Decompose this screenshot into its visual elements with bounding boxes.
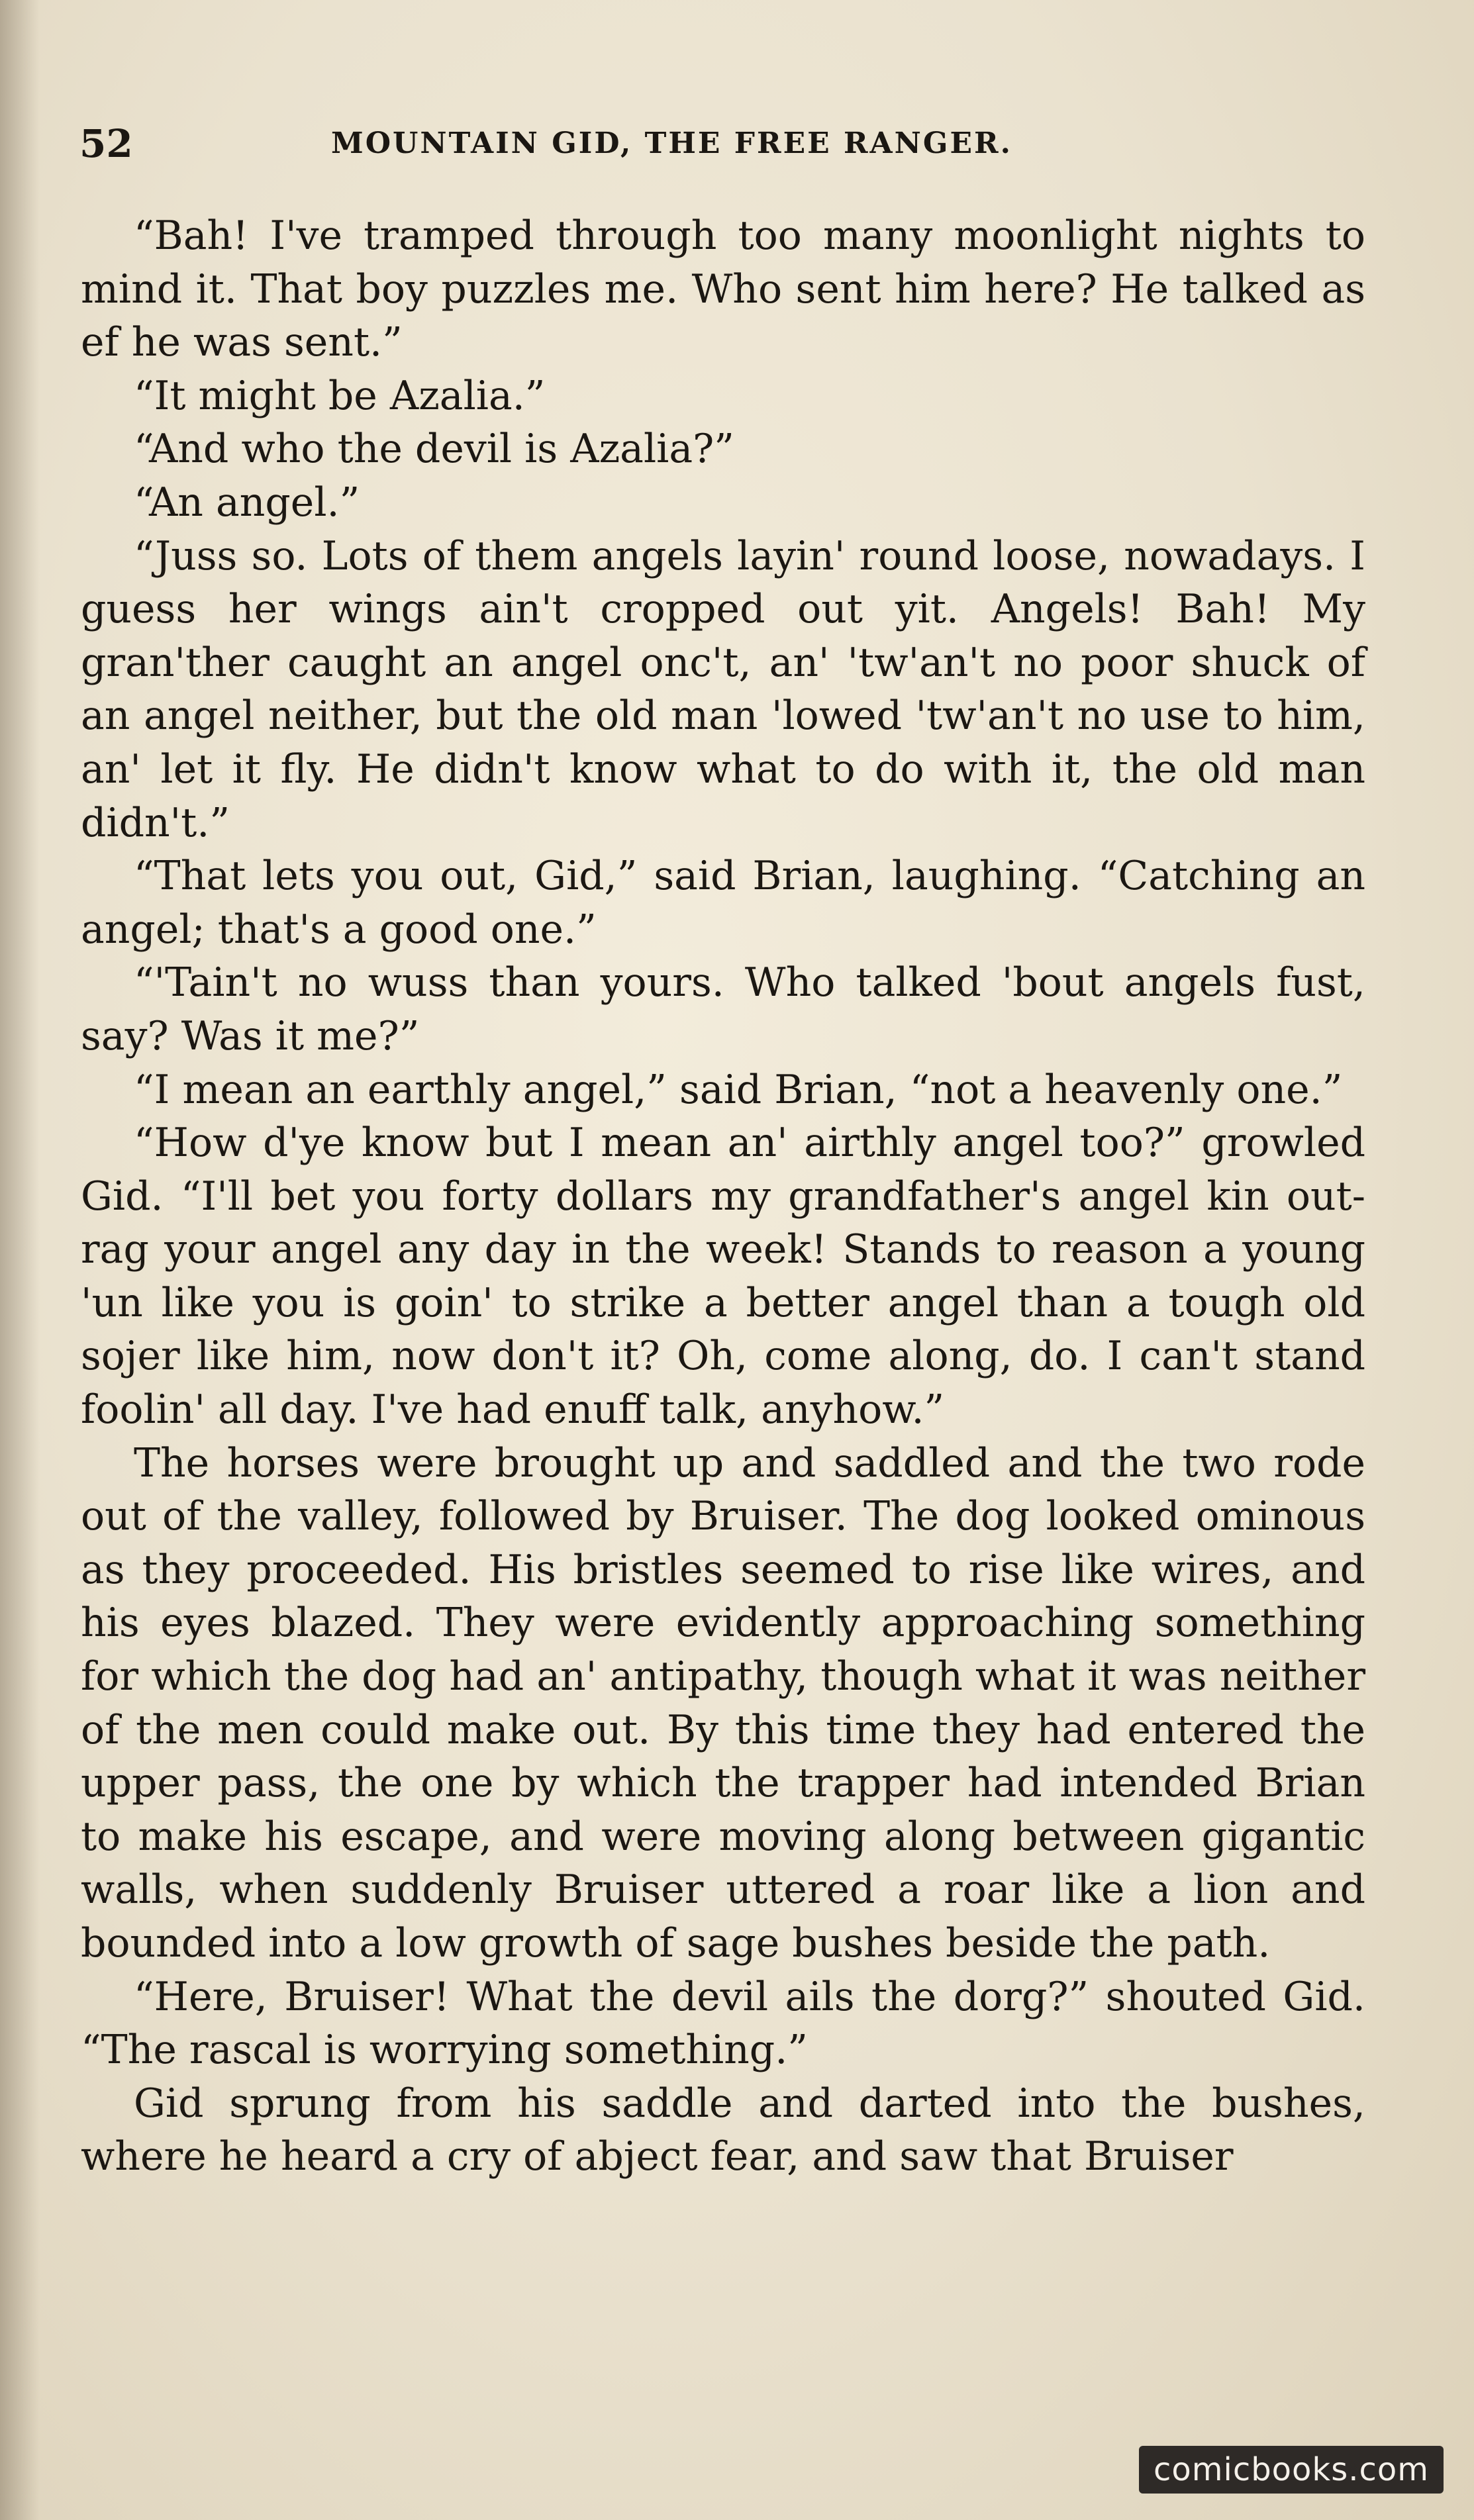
- paragraph: “Bah! I've tramped through too many moonlight nights to mind it. That boy puzzles me. Who sent him here? He talked as ef he was sent.”: [81, 213, 1365, 366]
- page-number: 52: [79, 121, 133, 166]
- running-header: [79, 114, 1371, 173]
- running-title: MOUNTAIN GID, THE FREE RANGER.: [331, 126, 1012, 160]
- paragraph: “That lets you out, Gid,” said Brian, laughing. “Catching an angel; that's a good one.”: [81, 853, 1365, 953]
- paragraph: “An angel.”: [134, 479, 360, 526]
- paragraph: “Juss so. Lots of them angels layin' round loose, nowadays. I guess her wings ain't cropped out yit. Angels! Bah! My gran'ther caught an angel onc't, an' 'tw'an't no poor shuck of an angel neither, but the old man 'lowed 'tw'an't no use to him, an' let it fly. He didn't know what to do with it, the old man didn't.”: [81, 532, 1365, 846]
- paragraph: “And who the devil is Azalia?”: [134, 426, 734, 473]
- body-text: [81, 209, 1365, 2184]
- paragraph: “How d'ye know but I mean an' airthly angel too?” growled Gid. “I'll bet you forty dollars my grandfather's angel kin out-rag your angel any day in the week! Stands to reason a young 'un like you is goin' to strike a better angel than a tough old sojer like him, now don't it? Oh, come along, do. I can't stand foolin' all day. I've had enuff talk, anyhow.”: [81, 1120, 1365, 1433]
- page-gutter-shadow: [0, 0, 40, 2520]
- watermark: comicbooks.com: [1139, 2446, 1444, 2494]
- paragraph: “Here, Bruiser! What the devil ails the dorg?” shouted Gid. “The rascal is worrying something.”: [81, 1973, 1365, 2074]
- paragraph: “'Tain't no wuss than yours. Who talked 'bout angels fust, say? Was it me?”: [81, 959, 1365, 1059]
- paragraph: “I mean an earthly angel,” said Brian, “not a heavenly one.”: [134, 1066, 1343, 1113]
- paragraph: The horses were brought up and saddled and the two rode out of the valley, followed by Bruiser. The dog looked ominous as they proceeded. His bristles seemed to rise like wires, and his eyes blazed. They were evidently approaching something for which the dog had an' antipathy, though what it was neither of the men could make out. By this time they had entered the upper pass, the one by which the trapper had intended Brian to make his escape, and were moving along between gigantic walls, when suddenly Bruiser uttered a roar like a lion and bounded into a low growth of sage bushes beside the path.: [81, 1439, 1365, 1966]
- paragraph: Gid sprung from his saddle and darted into the bushes, where he heard a cry of abject fear, and saw that Bruiser: [81, 2080, 1365, 2180]
- paragraph: “It might be Azalia.”: [134, 372, 546, 419]
